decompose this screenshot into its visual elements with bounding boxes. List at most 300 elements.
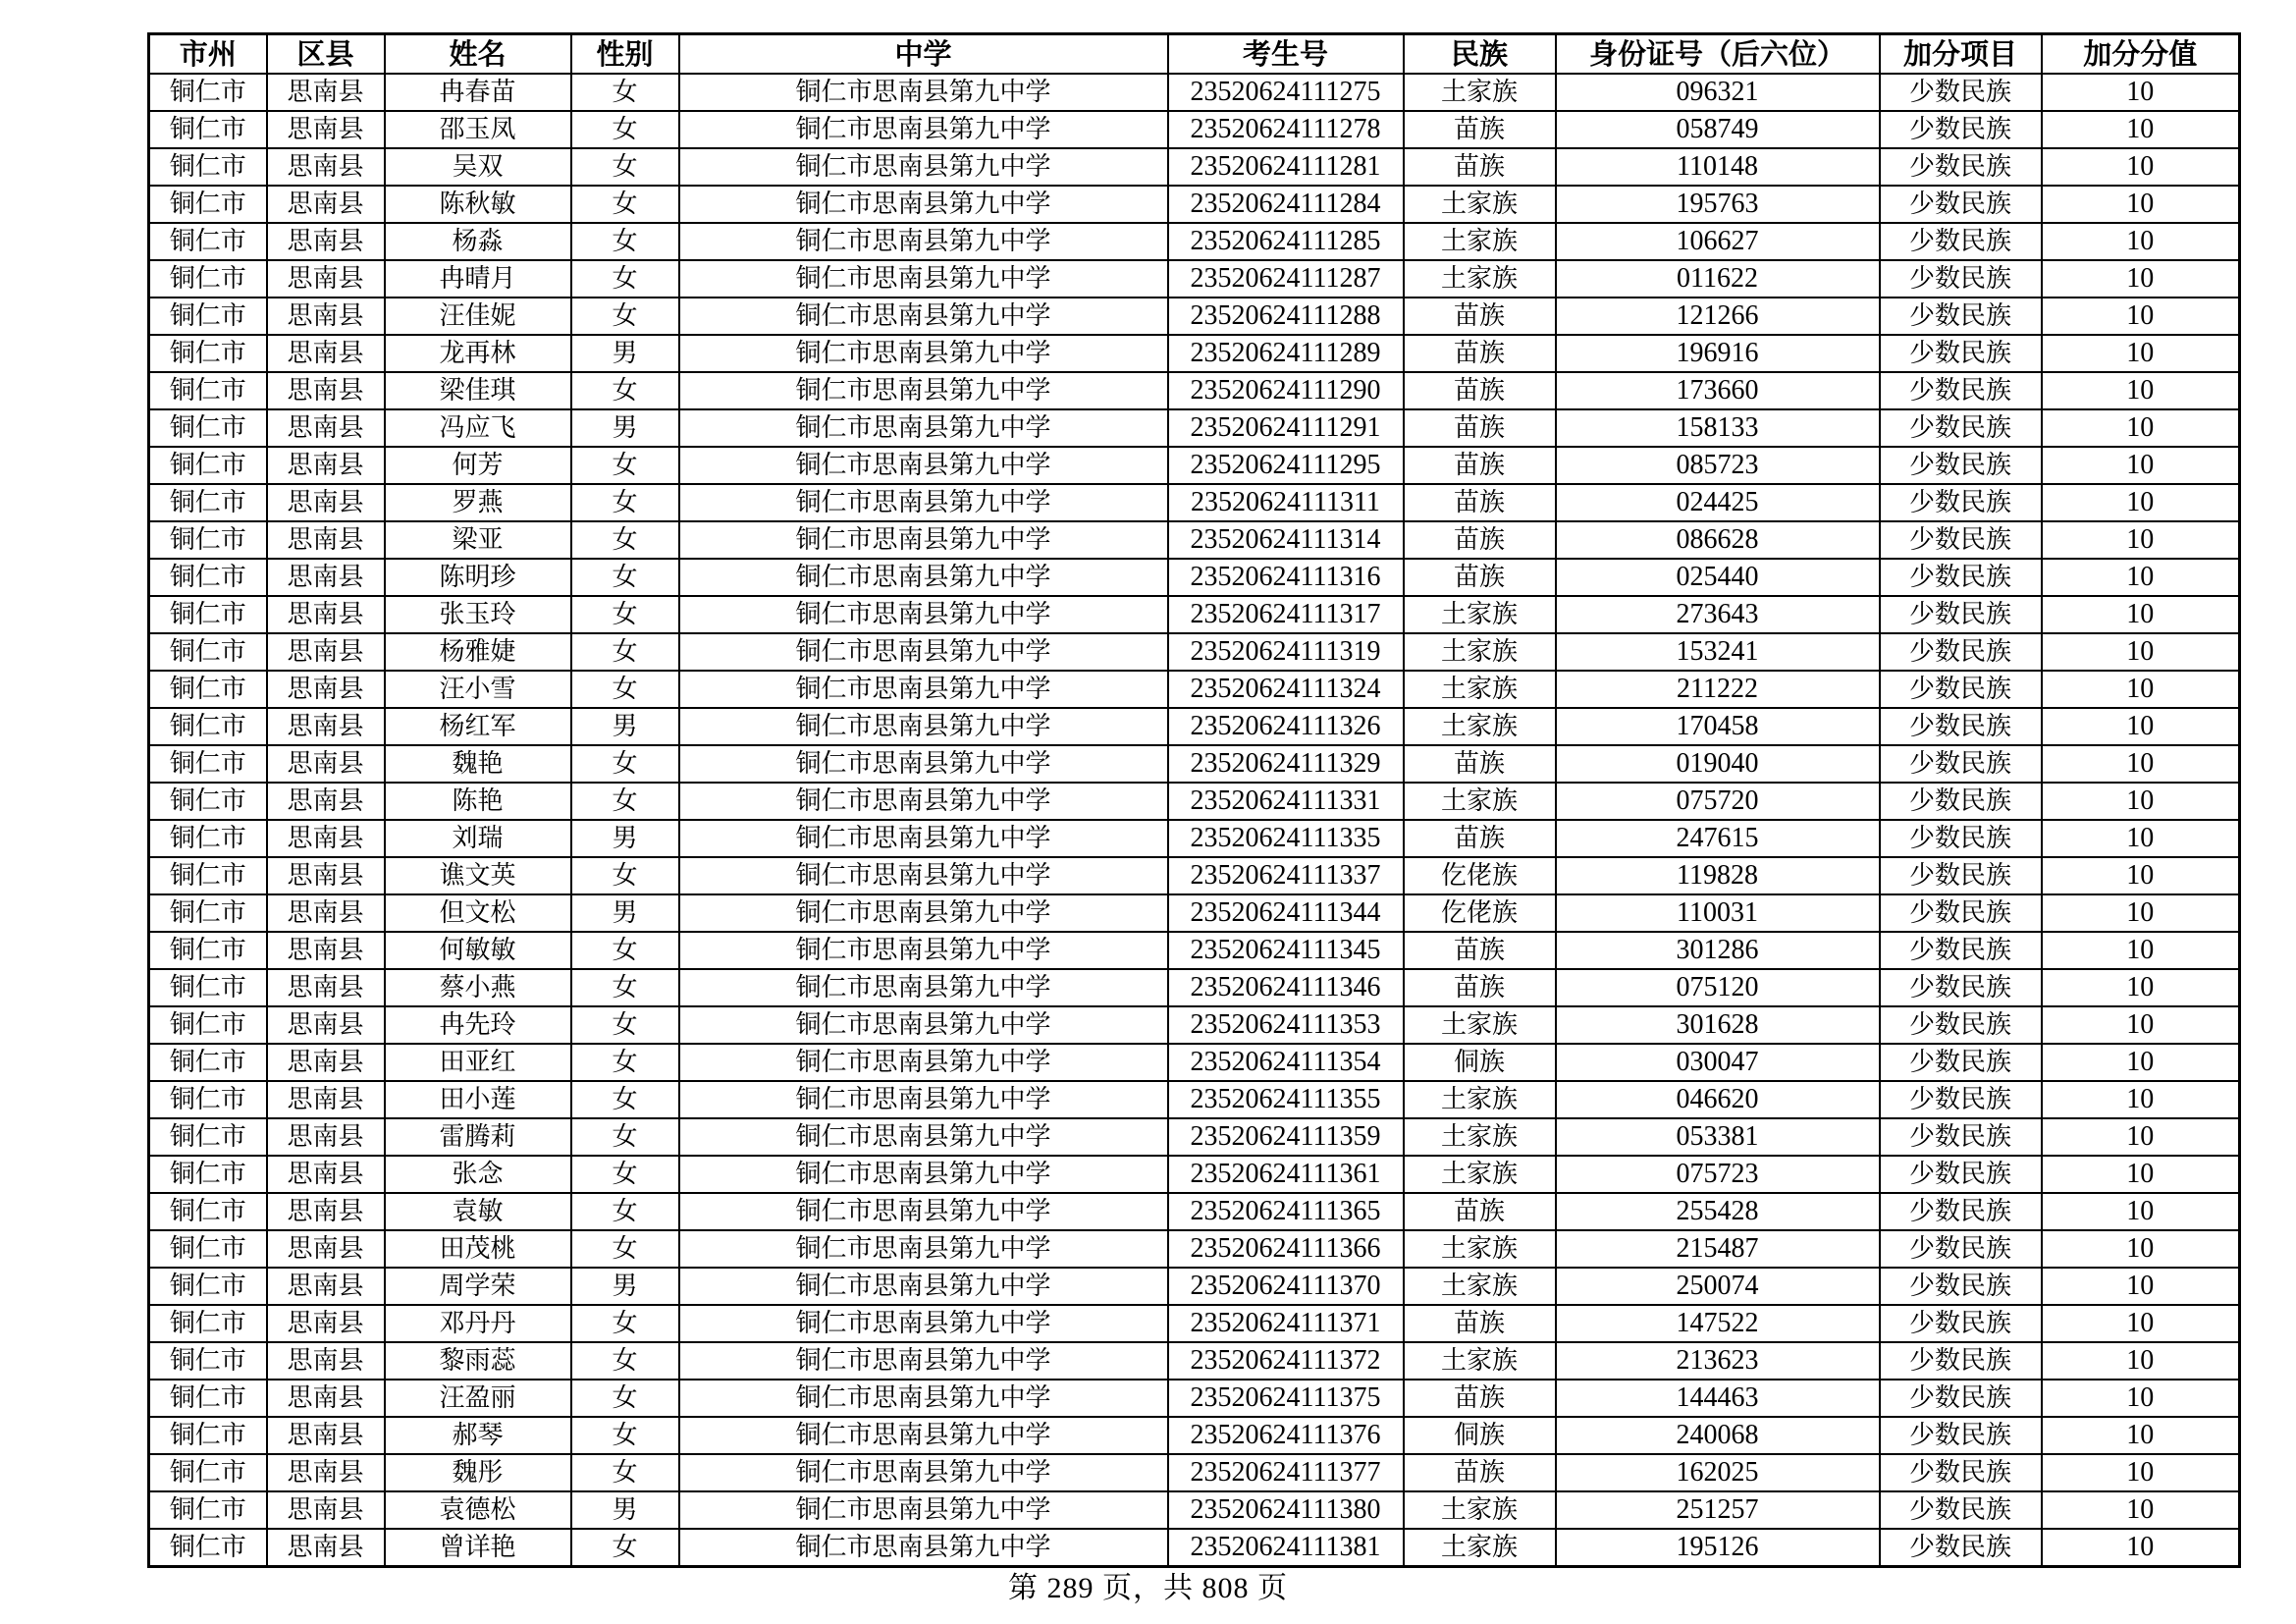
exam-number-cell: 23520624111314 bbox=[1168, 521, 1404, 559]
city-cell: 铜仁市 bbox=[149, 484, 267, 521]
id-last-six-cell: 213623 bbox=[1556, 1342, 1880, 1380]
exam-number-cell: 23520624111371 bbox=[1168, 1305, 1404, 1342]
gender-cell: 女 bbox=[571, 1417, 679, 1454]
county-cell: 思南县 bbox=[267, 1305, 385, 1342]
bonus-item-cell: 少数民族 bbox=[1880, 894, 2042, 932]
bonus-item-cell: 少数民族 bbox=[1880, 1044, 2042, 1081]
ethnicity-cell: 仡佬族 bbox=[1404, 894, 1556, 932]
city-cell: 铜仁市 bbox=[149, 1342, 267, 1380]
table-row bbox=[149, 447, 2240, 484]
city-cell: 铜仁市 bbox=[149, 894, 267, 932]
county-cell: 思南县 bbox=[267, 372, 385, 409]
id-last-six-cell: 255428 bbox=[1556, 1193, 1880, 1230]
county-cell: 思南县 bbox=[267, 335, 385, 372]
name-cell: 邵玉凤 bbox=[385, 111, 571, 148]
bonus-item-cell: 少数民族 bbox=[1880, 559, 2042, 596]
table-row bbox=[149, 1380, 2240, 1417]
table-row bbox=[149, 372, 2240, 409]
county-cell: 思南县 bbox=[267, 633, 385, 671]
bonus-item-cell: 少数民族 bbox=[1880, 372, 2042, 409]
table-row bbox=[149, 521, 2240, 559]
gender-cell: 男 bbox=[571, 1491, 679, 1529]
column-header-county: 区县 bbox=[267, 34, 385, 75]
id-last-six-cell: 147522 bbox=[1556, 1305, 1880, 1342]
ethnicity-cell: 土家族 bbox=[1404, 1156, 1556, 1193]
table-row bbox=[149, 1044, 2240, 1081]
bonus-value-cell: 10 bbox=[2042, 1529, 2240, 1567]
school-cell: 铜仁市思南县第九中学 bbox=[679, 969, 1168, 1006]
exam-number-cell: 23520624111288 bbox=[1168, 298, 1404, 335]
bonus-item-cell: 少数民族 bbox=[1880, 484, 2042, 521]
gender-cell: 女 bbox=[571, 969, 679, 1006]
bonus-item-cell: 少数民族 bbox=[1880, 1380, 2042, 1417]
gender-cell: 男 bbox=[571, 409, 679, 447]
bonus-value-cell: 10 bbox=[2042, 260, 2240, 298]
ethnicity-cell: 苗族 bbox=[1404, 111, 1556, 148]
exam-number-cell: 23520624111285 bbox=[1168, 223, 1404, 260]
gender-cell: 女 bbox=[571, 1044, 679, 1081]
ethnicity-cell: 苗族 bbox=[1404, 447, 1556, 484]
bonus-value-cell: 10 bbox=[2042, 298, 2240, 335]
id-last-six-cell: 011622 bbox=[1556, 260, 1880, 298]
county-cell: 思南县 bbox=[267, 559, 385, 596]
ethnicity-cell: 苗族 bbox=[1404, 559, 1556, 596]
school-cell: 铜仁市思南县第九中学 bbox=[679, 559, 1168, 596]
ethnicity-cell: 土家族 bbox=[1404, 260, 1556, 298]
exam-number-cell: 23520624111355 bbox=[1168, 1081, 1404, 1118]
exam-number-cell: 23520624111344 bbox=[1168, 894, 1404, 932]
ethnicity-cell: 侗族 bbox=[1404, 1044, 1556, 1081]
county-cell: 思南县 bbox=[267, 932, 385, 969]
table-row bbox=[149, 1342, 2240, 1380]
column-header-gender: 性别 bbox=[571, 34, 679, 75]
gender-cell: 女 bbox=[571, 521, 679, 559]
bonus-value-cell: 10 bbox=[2042, 559, 2240, 596]
school-cell: 铜仁市思南县第九中学 bbox=[679, 1193, 1168, 1230]
table-row bbox=[149, 1491, 2240, 1529]
bonus-value-cell: 10 bbox=[2042, 1081, 2240, 1118]
id-last-six-cell: 301628 bbox=[1556, 1006, 1880, 1044]
exam-number-cell: 23520624111326 bbox=[1168, 708, 1404, 745]
gender-cell: 女 bbox=[571, 1193, 679, 1230]
bonus-item-cell: 少数民族 bbox=[1880, 1118, 2042, 1156]
table-row bbox=[149, 708, 2240, 745]
table-row bbox=[149, 335, 2240, 372]
city-cell: 铜仁市 bbox=[149, 447, 267, 484]
gender-cell: 女 bbox=[571, 223, 679, 260]
table-row bbox=[149, 820, 2240, 857]
bonus-item-cell: 少数民族 bbox=[1880, 447, 2042, 484]
gender-cell: 女 bbox=[571, 857, 679, 894]
ethnicity-cell: 土家族 bbox=[1404, 1230, 1556, 1268]
name-cell: 龙再林 bbox=[385, 335, 571, 372]
id-last-six-cell: 195126 bbox=[1556, 1529, 1880, 1567]
school-cell: 铜仁市思南县第九中学 bbox=[679, 1230, 1168, 1268]
name-cell: 陈艳 bbox=[385, 783, 571, 820]
bonus-item-cell: 少数民族 bbox=[1880, 671, 2042, 708]
bonus-value-cell: 10 bbox=[2042, 708, 2240, 745]
county-cell: 思南县 bbox=[267, 894, 385, 932]
exam-number-cell: 23520624111291 bbox=[1168, 409, 1404, 447]
column-header-ethnicity: 民族 bbox=[1404, 34, 1556, 75]
table-row bbox=[149, 783, 2240, 820]
name-cell: 蔡小燕 bbox=[385, 969, 571, 1006]
county-cell: 思南县 bbox=[267, 484, 385, 521]
exam-number-cell: 23520624111361 bbox=[1168, 1156, 1404, 1193]
id-last-six-cell: 153241 bbox=[1556, 633, 1880, 671]
id-last-six-cell: 195763 bbox=[1556, 186, 1880, 223]
id-last-six-cell: 273643 bbox=[1556, 596, 1880, 633]
school-cell: 铜仁市思南县第九中学 bbox=[679, 932, 1168, 969]
ethnicity-cell: 土家族 bbox=[1404, 1268, 1556, 1305]
name-cell: 汪盈丽 bbox=[385, 1380, 571, 1417]
gender-cell: 女 bbox=[571, 1230, 679, 1268]
table-row bbox=[149, 671, 2240, 708]
bonus-value-cell: 10 bbox=[2042, 596, 2240, 633]
name-cell: 田小莲 bbox=[385, 1081, 571, 1118]
school-cell: 铜仁市思南县第九中学 bbox=[679, 633, 1168, 671]
bonus-value-cell: 10 bbox=[2042, 335, 2240, 372]
bonus-value-cell: 10 bbox=[2042, 409, 2240, 447]
gender-cell: 女 bbox=[571, 1081, 679, 1118]
gender-cell: 女 bbox=[571, 148, 679, 186]
city-cell: 铜仁市 bbox=[149, 1118, 267, 1156]
table-row bbox=[149, 74, 2240, 111]
bonus-value-cell: 10 bbox=[2042, 1491, 2240, 1529]
id-last-six-cell: 058749 bbox=[1556, 111, 1880, 148]
bonus-value-cell: 10 bbox=[2042, 857, 2240, 894]
id-last-six-cell: 215487 bbox=[1556, 1230, 1880, 1268]
id-last-six-cell: 085723 bbox=[1556, 447, 1880, 484]
county-cell: 思南县 bbox=[267, 111, 385, 148]
ethnicity-cell: 苗族 bbox=[1404, 298, 1556, 335]
school-cell: 铜仁市思南县第九中学 bbox=[679, 186, 1168, 223]
gender-cell: 女 bbox=[571, 1342, 679, 1380]
exam-number-cell: 23520624111311 bbox=[1168, 484, 1404, 521]
bonus-value-cell: 10 bbox=[2042, 1342, 2240, 1380]
bonus-item-cell: 少数民族 bbox=[1880, 521, 2042, 559]
ethnicity-cell: 苗族 bbox=[1404, 820, 1556, 857]
table-row bbox=[149, 1454, 2240, 1491]
school-cell: 铜仁市思南县第九中学 bbox=[679, 1417, 1168, 1454]
name-cell: 陈明珍 bbox=[385, 559, 571, 596]
column-header-name: 姓名 bbox=[385, 34, 571, 75]
school-cell: 铜仁市思南县第九中学 bbox=[679, 1491, 1168, 1529]
name-cell: 何芳 bbox=[385, 447, 571, 484]
city-cell: 铜仁市 bbox=[149, 1268, 267, 1305]
bonus-item-cell: 少数民族 bbox=[1880, 820, 2042, 857]
city-cell: 铜仁市 bbox=[149, 671, 267, 708]
table-row bbox=[149, 745, 2240, 783]
id-last-six-cell: 096321 bbox=[1556, 74, 1880, 111]
table-row bbox=[149, 1118, 2240, 1156]
school-cell: 铜仁市思南县第九中学 bbox=[679, 596, 1168, 633]
table-row bbox=[149, 484, 2240, 521]
bonus-value-cell: 10 bbox=[2042, 1193, 2240, 1230]
table-row bbox=[149, 1417, 2240, 1454]
ethnicity-cell: 苗族 bbox=[1404, 1305, 1556, 1342]
city-cell: 铜仁市 bbox=[149, 298, 267, 335]
gender-cell: 女 bbox=[571, 484, 679, 521]
school-cell: 铜仁市思南县第九中学 bbox=[679, 1118, 1168, 1156]
id-last-six-cell: 196916 bbox=[1556, 335, 1880, 372]
city-cell: 铜仁市 bbox=[149, 783, 267, 820]
city-cell: 铜仁市 bbox=[149, 372, 267, 409]
bonus-value-cell: 10 bbox=[2042, 1118, 2240, 1156]
gender-cell: 男 bbox=[571, 335, 679, 372]
ethnicity-cell: 土家族 bbox=[1404, 186, 1556, 223]
county-cell: 思南县 bbox=[267, 1268, 385, 1305]
ethnicity-cell: 土家族 bbox=[1404, 1491, 1556, 1529]
city-cell: 铜仁市 bbox=[149, 223, 267, 260]
city-cell: 铜仁市 bbox=[149, 1193, 267, 1230]
school-cell: 铜仁市思南县第九中学 bbox=[679, 1081, 1168, 1118]
name-cell: 梁佳琪 bbox=[385, 372, 571, 409]
table-row bbox=[149, 260, 2240, 298]
table-row bbox=[149, 1529, 2240, 1567]
exam-number-cell: 23520624111335 bbox=[1168, 820, 1404, 857]
exam-number-cell: 23520624111380 bbox=[1168, 1491, 1404, 1529]
gender-cell: 女 bbox=[571, 745, 679, 783]
id-last-six-cell: 162025 bbox=[1556, 1454, 1880, 1491]
county-cell: 思南县 bbox=[267, 186, 385, 223]
ethnicity-cell: 苗族 bbox=[1404, 1454, 1556, 1491]
bonus-value-cell: 10 bbox=[2042, 969, 2240, 1006]
school-cell: 铜仁市思南县第九中学 bbox=[679, 74, 1168, 111]
bonus-value-cell: 10 bbox=[2042, 74, 2240, 111]
city-cell: 铜仁市 bbox=[149, 335, 267, 372]
name-cell: 周学荣 bbox=[385, 1268, 571, 1305]
city-cell: 铜仁市 bbox=[149, 633, 267, 671]
city-cell: 铜仁市 bbox=[149, 521, 267, 559]
city-cell: 铜仁市 bbox=[149, 857, 267, 894]
school-cell: 铜仁市思南县第九中学 bbox=[679, 298, 1168, 335]
id-last-six-cell: 170458 bbox=[1556, 708, 1880, 745]
county-cell: 思南县 bbox=[267, 820, 385, 857]
city-cell: 铜仁市 bbox=[149, 1230, 267, 1268]
bonus-value-cell: 10 bbox=[2042, 521, 2240, 559]
county-cell: 思南县 bbox=[267, 857, 385, 894]
bonus-points-table bbox=[147, 32, 2241, 1568]
exam-number-cell: 23520624111289 bbox=[1168, 335, 1404, 372]
bonus-value-cell: 10 bbox=[2042, 111, 2240, 148]
table-row bbox=[149, 1268, 2240, 1305]
id-last-six-cell: 158133 bbox=[1556, 409, 1880, 447]
city-cell: 铜仁市 bbox=[149, 708, 267, 745]
ethnicity-cell: 苗族 bbox=[1404, 484, 1556, 521]
exam-number-cell: 23520624111376 bbox=[1168, 1417, 1404, 1454]
county-cell: 思南县 bbox=[267, 260, 385, 298]
bonus-item-cell: 少数民族 bbox=[1880, 932, 2042, 969]
county-cell: 思南县 bbox=[267, 745, 385, 783]
name-cell: 郝琴 bbox=[385, 1417, 571, 1454]
exam-number-cell: 23520624111329 bbox=[1168, 745, 1404, 783]
bonus-item-cell: 少数民族 bbox=[1880, 1268, 2042, 1305]
id-last-six-cell: 025440 bbox=[1556, 559, 1880, 596]
name-cell: 魏艳 bbox=[385, 745, 571, 783]
bonus-value-cell: 10 bbox=[2042, 820, 2240, 857]
school-cell: 铜仁市思南县第九中学 bbox=[679, 372, 1168, 409]
school-cell: 铜仁市思南县第九中学 bbox=[679, 1342, 1168, 1380]
bonus-item-cell: 少数民族 bbox=[1880, 745, 2042, 783]
ethnicity-cell: 苗族 bbox=[1404, 745, 1556, 783]
table-row bbox=[149, 894, 2240, 932]
name-cell: 汪小雪 bbox=[385, 671, 571, 708]
county-cell: 思南县 bbox=[267, 409, 385, 447]
city-cell: 铜仁市 bbox=[149, 596, 267, 633]
name-cell: 刘瑞 bbox=[385, 820, 571, 857]
bonus-value-cell: 10 bbox=[2042, 1268, 2240, 1305]
ethnicity-cell: 土家族 bbox=[1404, 1529, 1556, 1567]
exam-number-cell: 23520624111375 bbox=[1168, 1380, 1404, 1417]
school-cell: 铜仁市思南县第九中学 bbox=[679, 1006, 1168, 1044]
city-cell: 铜仁市 bbox=[149, 1081, 267, 1118]
city-cell: 铜仁市 bbox=[149, 1156, 267, 1193]
name-cell: 罗燕 bbox=[385, 484, 571, 521]
gender-cell: 男 bbox=[571, 820, 679, 857]
table-row bbox=[149, 1230, 2240, 1268]
bonus-value-cell: 10 bbox=[2042, 671, 2240, 708]
ethnicity-cell: 土家族 bbox=[1404, 1342, 1556, 1380]
bonus-item-cell: 少数民族 bbox=[1880, 633, 2042, 671]
bonus-value-cell: 10 bbox=[2042, 633, 2240, 671]
column-header-bonus-item: 加分项目 bbox=[1880, 34, 2042, 75]
school-cell: 铜仁市思南县第九中学 bbox=[679, 521, 1168, 559]
county-cell: 思南县 bbox=[267, 223, 385, 260]
city-cell: 铜仁市 bbox=[149, 559, 267, 596]
bonus-value-cell: 10 bbox=[2042, 1044, 2240, 1081]
gender-cell: 女 bbox=[571, 74, 679, 111]
table-row bbox=[149, 633, 2240, 671]
name-cell: 但文松 bbox=[385, 894, 571, 932]
bonus-value-cell: 10 bbox=[2042, 1380, 2240, 1417]
table-row bbox=[149, 969, 2240, 1006]
bonus-item-cell: 少数民族 bbox=[1880, 1342, 2042, 1380]
county-cell: 思南县 bbox=[267, 969, 385, 1006]
id-last-six-cell: 211222 bbox=[1556, 671, 1880, 708]
bonus-item-cell: 少数民族 bbox=[1880, 111, 2042, 148]
exam-number-cell: 23520624111353 bbox=[1168, 1006, 1404, 1044]
id-last-six-cell: 247615 bbox=[1556, 820, 1880, 857]
id-last-six-cell: 240068 bbox=[1556, 1417, 1880, 1454]
exam-number-cell: 23520624111354 bbox=[1168, 1044, 1404, 1081]
id-last-six-cell: 019040 bbox=[1556, 745, 1880, 783]
gender-cell: 女 bbox=[571, 559, 679, 596]
bonus-value-cell: 10 bbox=[2042, 894, 2240, 932]
county-cell: 思南县 bbox=[267, 1380, 385, 1417]
name-cell: 冉晴月 bbox=[385, 260, 571, 298]
gender-cell: 男 bbox=[571, 1268, 679, 1305]
bonus-item-cell: 少数民族 bbox=[1880, 409, 2042, 447]
bonus-item-cell: 少数民族 bbox=[1880, 1491, 2042, 1529]
city-cell: 铜仁市 bbox=[149, 1006, 267, 1044]
exam-number-cell: 23520624111370 bbox=[1168, 1268, 1404, 1305]
school-cell: 铜仁市思南县第九中学 bbox=[679, 1454, 1168, 1491]
name-cell: 黎雨蕊 bbox=[385, 1342, 571, 1380]
county-cell: 思南县 bbox=[267, 1044, 385, 1081]
ethnicity-cell: 土家族 bbox=[1404, 708, 1556, 745]
bonus-item-cell: 少数民族 bbox=[1880, 1193, 2042, 1230]
table-row bbox=[149, 559, 2240, 596]
county-cell: 思南县 bbox=[267, 1230, 385, 1268]
table-row bbox=[149, 186, 2240, 223]
school-cell: 铜仁市思南县第九中学 bbox=[679, 1529, 1168, 1567]
page-footer: 第 289 页，共 808 页 bbox=[1008, 1572, 1288, 1604]
id-last-six-cell: 075720 bbox=[1556, 783, 1880, 820]
school-cell: 铜仁市思南县第九中学 bbox=[679, 111, 1168, 148]
county-cell: 思南县 bbox=[267, 1454, 385, 1491]
table-row bbox=[149, 1006, 2240, 1044]
name-cell: 梁亚 bbox=[385, 521, 571, 559]
ethnicity-cell: 土家族 bbox=[1404, 223, 1556, 260]
gender-cell: 女 bbox=[571, 186, 679, 223]
bonus-item-cell: 少数民族 bbox=[1880, 1529, 2042, 1567]
county-cell: 思南县 bbox=[267, 708, 385, 745]
table-row bbox=[149, 111, 2240, 148]
county-cell: 思南县 bbox=[267, 596, 385, 633]
bonus-value-cell: 10 bbox=[2042, 1417, 2240, 1454]
county-cell: 思南县 bbox=[267, 1491, 385, 1529]
id-last-six-cell: 121266 bbox=[1556, 298, 1880, 335]
exam-number-cell: 23520624111284 bbox=[1168, 186, 1404, 223]
gender-cell: 女 bbox=[571, 111, 679, 148]
table-header-row bbox=[149, 34, 2240, 75]
ethnicity-cell: 苗族 bbox=[1404, 932, 1556, 969]
table-row bbox=[149, 857, 2240, 894]
school-cell: 铜仁市思南县第九中学 bbox=[679, 1156, 1168, 1193]
gender-cell: 女 bbox=[571, 633, 679, 671]
column-header-exam-number: 考生号 bbox=[1168, 34, 1404, 75]
bonus-item-cell: 少数民族 bbox=[1880, 74, 2042, 111]
bonus-item-cell: 少数民族 bbox=[1880, 783, 2042, 820]
city-cell: 铜仁市 bbox=[149, 260, 267, 298]
gender-cell: 女 bbox=[571, 1529, 679, 1567]
name-cell: 张玉玲 bbox=[385, 596, 571, 633]
exam-number-cell: 23520624111316 bbox=[1168, 559, 1404, 596]
gender-cell: 女 bbox=[571, 1156, 679, 1193]
exam-number-cell: 23520624111346 bbox=[1168, 969, 1404, 1006]
school-cell: 铜仁市思南县第九中学 bbox=[679, 260, 1168, 298]
ethnicity-cell: 苗族 bbox=[1404, 969, 1556, 1006]
bonus-item-cell: 少数民族 bbox=[1880, 1305, 2042, 1342]
ethnicity-cell: 侗族 bbox=[1404, 1417, 1556, 1454]
city-cell: 铜仁市 bbox=[149, 1044, 267, 1081]
bonus-item-cell: 少数民族 bbox=[1880, 1454, 2042, 1491]
id-last-six-cell: 301286 bbox=[1556, 932, 1880, 969]
column-header-school: 中学 bbox=[679, 34, 1168, 75]
gender-cell: 女 bbox=[571, 1454, 679, 1491]
exam-number-cell: 23520624111331 bbox=[1168, 783, 1404, 820]
id-last-six-cell: 046620 bbox=[1556, 1081, 1880, 1118]
name-cell: 冯应飞 bbox=[385, 409, 571, 447]
table-row bbox=[149, 1081, 2240, 1118]
ethnicity-cell: 苗族 bbox=[1404, 521, 1556, 559]
table-row bbox=[149, 409, 2240, 447]
city-cell: 铜仁市 bbox=[149, 186, 267, 223]
gender-cell: 女 bbox=[571, 1006, 679, 1044]
school-cell: 铜仁市思南县第九中学 bbox=[679, 335, 1168, 372]
county-cell: 思南县 bbox=[267, 521, 385, 559]
ethnicity-cell: 土家族 bbox=[1404, 671, 1556, 708]
bonus-item-cell: 少数民族 bbox=[1880, 298, 2042, 335]
gender-cell: 女 bbox=[571, 447, 679, 484]
ethnicity-cell: 仡佬族 bbox=[1404, 857, 1556, 894]
county-cell: 思南县 bbox=[267, 1081, 385, 1118]
id-last-six-cell: 251257 bbox=[1556, 1491, 1880, 1529]
table-row bbox=[149, 1305, 2240, 1342]
school-cell: 铜仁市思南县第九中学 bbox=[679, 223, 1168, 260]
city-cell: 铜仁市 bbox=[149, 932, 267, 969]
